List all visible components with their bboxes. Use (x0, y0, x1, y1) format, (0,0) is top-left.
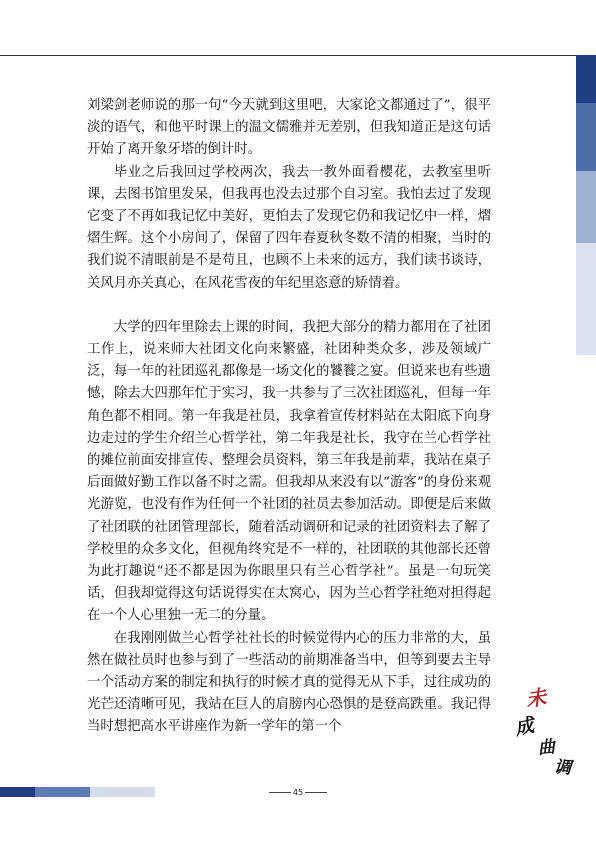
side-color-bar-pale (576, 243, 596, 355)
paragraph-2: 毕业之后我回过学校两次，我去一教外面看樱花，去教室里听课，去图书馆里发呆，但我再也没去过那个自习室。我怕去过了发现它变了不再如我记忆中美好，更怕去了发现它仍和我记忆中一样，熠熠生辉。这个小房间了，保留了四年春夏秋冬数不清的相聚，当时的我们说不清眼前是不是苟且，也顾不上未来的远方，我们读书谈诗，关风月亦关真心，在风花雪夜的年纪里恣意的矫情着。 (87, 164, 491, 291)
calligraphy-char-1: 未 (524, 684, 548, 712)
side-color-bar-light (576, 171, 596, 243)
article-body (87, 95, 491, 739)
paragraph-3: 大学的四年里除去上课的时间，我把大部分的精力都用在了社团工作上，说来师大社团文化向来繁盛，社团种类众多，涉及领域广泛，每一年的社团巡礼都像是一场文化的饕餮之宴。但说来也有些遗憾，除去大四那年忙于实习，我一共参与了三次社团巡礼，但每一年角色都不相同。第一年我是社员，我拿着宣传材料站在太阳底下向身边走过的学生介绍兰心哲学社，第二年我是社长，我守在兰心哲学社的摊位前面安排宣传、整理会员资料，第三年我是前辈，我站在桌子后面做好勤工作以备不时之需。但我却从来没有以“游客”的身份来观光游览，也没有作为任何一个社团的社员去参加活动。即便是后来做了社团联的社团管理部长，随着活动调研和记录的社团资料去了解了学校里的众多文化，但视角终究是不一样的，社团联的其他部长还曾为此打趣说“还不都是因为你眼里只有兰心哲学社”。虽是一句玩笑话，但我却觉得这句话说得实在太窝心，因为兰心哲学社绝对担得起在一个人心里独一无二的分量。 (87, 319, 491, 624)
paragraph-1: 刘梁剑老师说的那一句“今天就到这里吧，大家论文都通过了”，很平淡的语气，和他平时课上的温文儒雅并无差别，但我知道正是这句话开始了离开象牙塔的倒计时。 (87, 98, 491, 158)
calligraphy-char-4: 调 (553, 757, 572, 779)
paragraph-4: 在我刚刚做兰心哲学社社长的时候觉得内心的压力非常的大，虽然在做社员时也参与到了一些活动的前期准备当中，但等到要去主导一个活动方案的制定和执行的时候才真的觉得无从下手，过往成功的光芒还清晰可见，我站在巨人的肩膀内心恐惧的是登高跌重。我记得当时想把高水平讲座作为新一学年的第一个 (87, 630, 491, 735)
side-color-bar-medium (576, 103, 596, 171)
side-color-bar-dark (576, 55, 596, 103)
calligraphy-char-2: 成 (512, 714, 536, 740)
header-rule (0, 55, 596, 56)
calligraphy-char-3: 曲 (536, 737, 556, 759)
page-number (0, 788, 596, 797)
page-number-value: 45 (292, 788, 304, 797)
